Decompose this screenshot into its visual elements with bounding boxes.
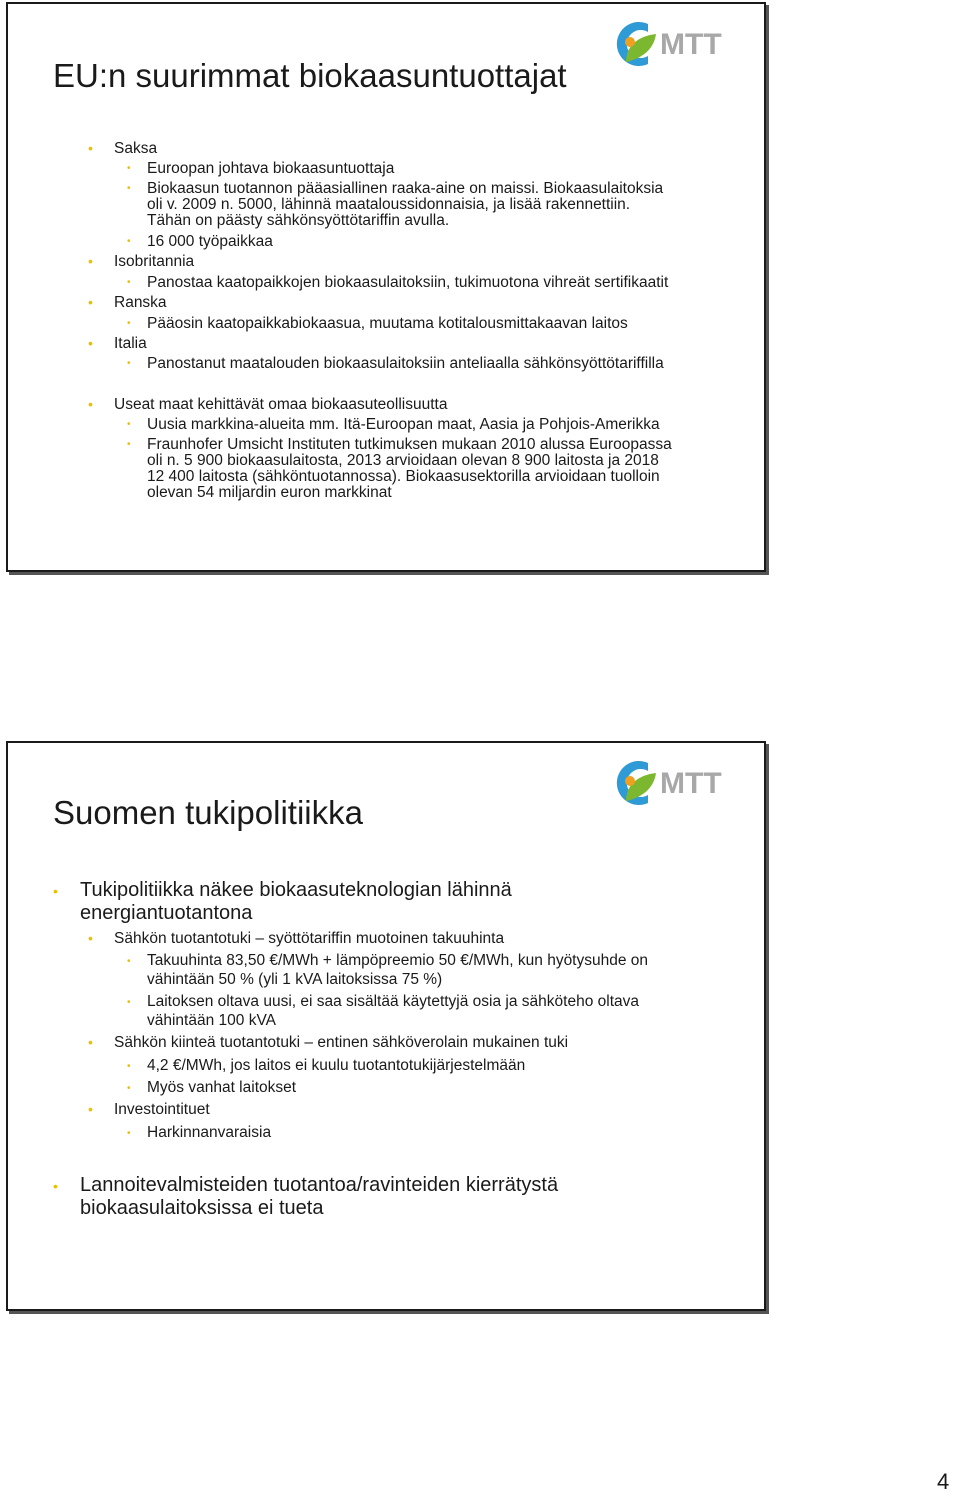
list-item: • Sähkön kiinteä tuotantotuki – entinen sähköverolain mukainen tuki (88, 1034, 569, 1051)
list-item: • 16 000 työpaikkaa (127, 233, 273, 250)
list-item: • Fraunhofer Umsicht Instituten tutkimuksen mukaan 2010 alussa Euroopassa (127, 436, 672, 453)
list-item: • Takuuhinta 83,50 €/MWh + lämpöpreemio 50 €/MWh, kun hyötysuhde on (127, 952, 649, 969)
list-item: • Sähkön tuotantotuki – syöttötariffin muotoinen takuuhinta (88, 930, 505, 947)
list-item: • Panostanut maatalouden biokaasulaitoksiin anteliaalla sähkönsyöttötariffilla (127, 355, 664, 372)
bullet-icon: • (88, 1101, 93, 1117)
bullet-icon: • (127, 358, 131, 369)
list-item-continued: vähintään 50 % (yli 1 kVA laitoksissa 75 %) (147, 971, 443, 988)
bullet-icon: • (127, 163, 131, 174)
bullet-icon: • (127, 997, 131, 1008)
page-title: Suomen tukipolitiikka (53, 794, 363, 831)
bullet-icon: • (53, 883, 58, 899)
bullet-icon: • (127, 419, 131, 430)
list-item: • Ranska (88, 294, 167, 311)
list-item: • 4,2 €/MWh, jos laitos ei kuulu tuotantotukijärjestelmään (127, 1057, 526, 1074)
logo-text: MTT (660, 28, 722, 61)
list-item: • Isobritannia (88, 253, 195, 270)
bullet-icon: • (127, 318, 131, 329)
bullet-icon: • (53, 1178, 58, 1194)
bullet-icon: • (127, 1128, 131, 1139)
list-item-continued: olevan 54 miljardin euron markkinat (147, 484, 392, 501)
mtt-logo-icon (612, 16, 737, 72)
slide-eu-biogas-producers (6, 2, 766, 572)
list-item: • Investointituet (88, 1101, 210, 1118)
list-item: • Biokaasun tuotannon pääasiallinen raaka-aine on maissi. Biokaasulaitoksia (127, 180, 664, 197)
list-item-continued: Tähän on päästy sähkönsyöttötariffin avulla. (147, 212, 450, 229)
list-item: • Pääosin kaatopaikkabiokaasua, muutama kotitalousmittakaavan laitos (127, 315, 628, 332)
list-item: • Useat maat kehittävät omaa biokaasuteollisuutta (88, 396, 448, 413)
mtt-logo-icon (612, 755, 737, 811)
bullet-icon: • (127, 956, 131, 967)
list-item-continued: energiantuotantona (80, 902, 253, 924)
list-item-continued: oli n. 5 900 biokaasulaitosta, 2013 arvioidaan olevan 8 900 laitosta ja 2018 (147, 452, 659, 469)
bullet-icon: • (88, 294, 93, 310)
list-item-continued: 12 400 laitosta (sähköntuotannossa). Biokaasusektorilla arvioidaan tuolloin (147, 468, 660, 485)
bullet-icon: • (127, 236, 131, 247)
bullet-icon: • (88, 1034, 93, 1050)
bullet-icon: • (88, 335, 93, 351)
page-number: 4 (937, 1469, 950, 1494)
slide-finnish-support-policy (6, 741, 766, 1311)
list-item-continued: oli v. 2009 n. 5000, lähinnä maataloussidonnaisia, ja lisää rakennettiin. (147, 196, 631, 213)
list-item: • Saksa (88, 140, 158, 157)
list-item: • Harkinnanvaraisia (127, 1124, 272, 1141)
bullet-icon: • (127, 1061, 131, 1072)
bullet-icon: • (88, 930, 93, 946)
list-item: • Myös vanhat laitokset (127, 1079, 297, 1096)
list-item-continued: biokaasulaitoksissa ei tueta (80, 1197, 324, 1219)
logo-text: MTT (660, 767, 722, 800)
list-item-continued: vähintään 100 kVA (147, 1012, 276, 1029)
bullet-icon: • (127, 439, 131, 450)
bullet-icon: • (127, 277, 131, 288)
bullet-icon: • (88, 140, 93, 156)
bullet-icon: • (127, 183, 131, 194)
bullet-icon: • (88, 396, 93, 412)
list-item: • Uusia markkina-alueita mm. Itä-Euroopan maat, Aasia ja Pohjois-Amerikka (127, 416, 660, 433)
list-item: • Italia (88, 335, 147, 352)
page-title: EU:n suurimmat biokaasuntuottajat (53, 57, 567, 94)
bullet-icon: • (88, 253, 93, 269)
list-item: • Panostaa kaatopaikkojen biokaasulaitoksiin, tukimuotona vihreät sertifikaatit (127, 274, 669, 291)
list-item: • Lannoitevalmisteiden tuotantoa/ravinteiden kierrätystä (53, 1174, 559, 1196)
list-item: • Tukipolitiikka näkee biokaasuteknologian lähinnä (53, 879, 512, 901)
list-item: • Laitoksen oltava uusi, ei saa sisältää käytettyjä osia ja sähköteho oltava (127, 993, 639, 1010)
bullet-icon: • (127, 1083, 131, 1094)
list-item: • Euroopan johtava biokaasuntuottaja (127, 160, 395, 177)
